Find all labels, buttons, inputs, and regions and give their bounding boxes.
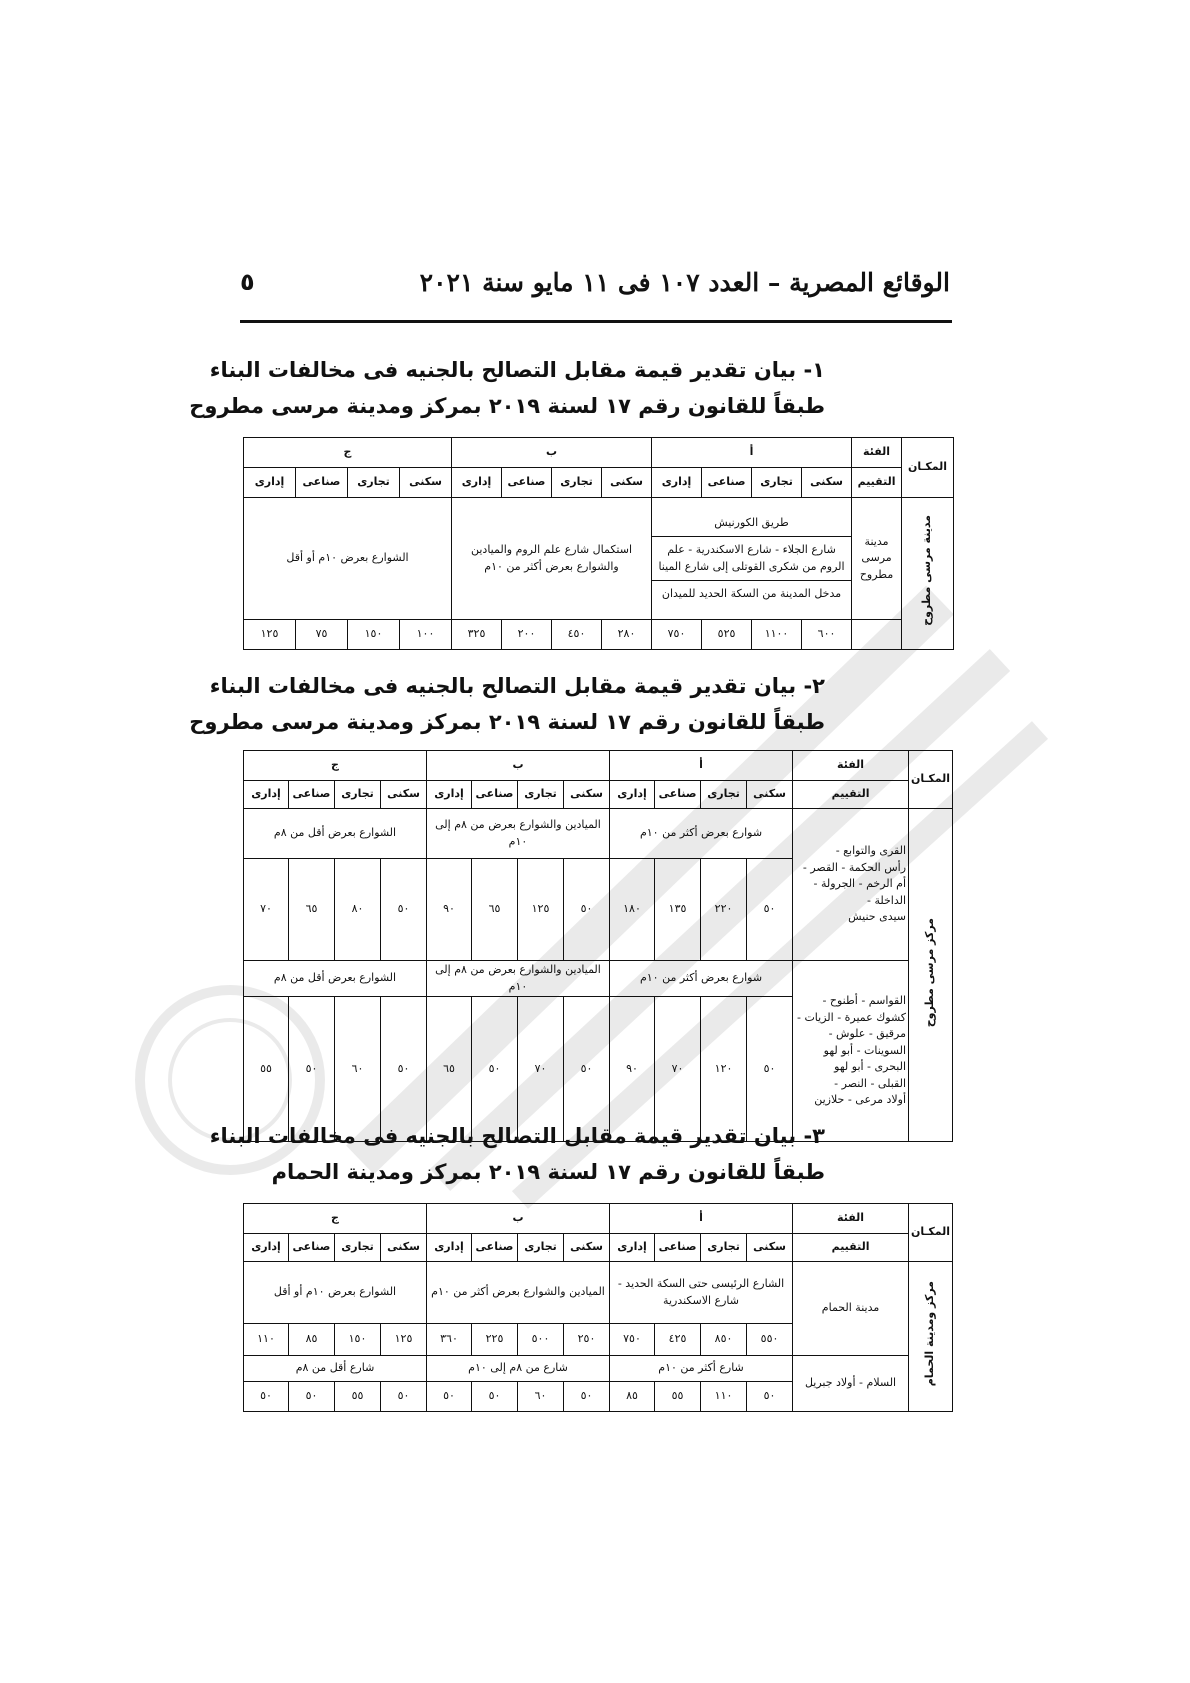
category-header: الفئة — [852, 438, 902, 468]
value-cell: ٨٠ — [335, 859, 381, 961]
use-industrial: صناعى — [655, 1234, 701, 1262]
use-commercial: تجارى — [518, 781, 564, 809]
evaluation-header: التقييم — [852, 468, 902, 498]
value-cell: ١٠٠ — [400, 620, 452, 650]
value-cell: ٢٢٠ — [701, 859, 747, 961]
use-residential: سكنى — [602, 468, 652, 498]
group-b-header: ب — [427, 1204, 610, 1234]
place-header: المكـان — [902, 438, 954, 498]
evaluation-header: التقييم — [793, 1234, 909, 1262]
value-cell: ٥٥ — [244, 997, 289, 1142]
value-cell: ٤٥٠ — [552, 620, 602, 650]
use-industrial: صناعى — [702, 468, 752, 498]
value-cell: ٥٠ — [289, 997, 335, 1142]
group-a-header: أ — [652, 438, 852, 468]
value-cell: ٧٥٠ — [652, 620, 702, 650]
value-cell: ٨٥ — [610, 1382, 655, 1412]
value-cell: ٧٥ — [296, 620, 348, 650]
evaluation-header: التقييم — [793, 781, 909, 809]
section2-row1-c-desc: الشوارع بعرض أقل من ٨م — [244, 809, 427, 859]
section3-row2-c-desc: شارع أقل من ٨م — [244, 1356, 427, 1382]
use-commercial: تجارى — [518, 1234, 564, 1262]
use-industrial: صناعى — [296, 468, 348, 498]
section2-row1-a-desc: شوارع بعرض أكثر من ١٠م — [610, 809, 793, 859]
section3-row2-b-desc: شارع من ٨م إلى ١٠م — [427, 1356, 610, 1382]
value-cell: ٥٠ — [747, 859, 793, 961]
area-line: مرقيق - علوش - — [828, 1027, 907, 1041]
section3-title-line1: ٣- بيان تقدير قيمة مقابل التصالح بالجنيه فى مخالفات البناء — [209, 1124, 825, 1148]
section3-row1-area: مدينة الحمام — [793, 1262, 909, 1356]
section3-row2-area: السلام - أولاد جبريل — [793, 1356, 909, 1412]
empty-cell — [852, 620, 902, 650]
section1-title-line2: طبقاً للقانون رقم ١٧ لسنة ٢٠١٩ بمركز ومدينة مرسى مطروح — [189, 394, 825, 418]
value-cell: ٧٠ — [518, 997, 564, 1142]
use-industrial: صناعى — [655, 781, 701, 809]
use-administrative: إدارى — [610, 1234, 655, 1262]
value-cell: ١٢٥ — [518, 859, 564, 961]
group-a-header: أ — [610, 751, 793, 781]
value-cell: ١٢٥ — [244, 620, 296, 650]
value-cell: ٥٠ — [427, 1382, 472, 1412]
section2-place: مركز مرسى مطروح — [909, 809, 953, 1142]
section1-title-line1: ١- بيان تقدير قيمة مقابل التصالح بالجنيه فى مخالفات البناء — [209, 358, 825, 382]
section1-b-desc: استكمال شارع علم الروم والميادين والشوارع بعرض أكثر من ١٠م — [452, 498, 652, 620]
section2-row2-areas — [793, 961, 909, 1142]
use-commercial: تجارى — [752, 468, 802, 498]
use-residential: سكنى — [747, 781, 793, 809]
section2-row1-areas — [793, 809, 909, 961]
value-cell: ٨٥٠ — [701, 1324, 747, 1356]
value-cell: ٤٢٥ — [655, 1324, 701, 1356]
section3-place: مركز ومدينة الحمام — [909, 1262, 953, 1412]
area-line: سيدى حنيش — [848, 910, 907, 924]
value-cell: ٥٠ — [472, 1382, 518, 1412]
area-line: الداخلة - — [866, 893, 907, 907]
value-cell: ٣٢٥ — [452, 620, 502, 650]
use-commercial: تجارى — [701, 781, 747, 809]
value-cell: ٩٠ — [610, 997, 655, 1142]
area-line: رأس الحكمة - القصر - — [802, 860, 907, 874]
section2-row2-b-desc: الميادين والشوارع بعرض من ٨م إلى ١٠م — [427, 961, 610, 997]
value-cell: ٢٨٠ — [602, 620, 652, 650]
a-desc-line2: شارع الجلاء - شارع الاسكندرية - علم الروم من شكرى القوتلى إلى شارع المينا — [652, 537, 851, 581]
value-cell: ٥٠٠ — [518, 1324, 564, 1356]
group-b-header: ب — [427, 751, 610, 781]
group-c-header: ج — [244, 438, 452, 468]
value-cell: ١١٠ — [701, 1382, 747, 1412]
value-cell: ٥٠ — [472, 997, 518, 1142]
a-desc-line3: مدخل المدينة من السكة الحديد للميدان — [661, 587, 842, 600]
group-c-header: ج — [244, 751, 427, 781]
section2-row2-c-desc: الشوارع بعرض أقل من ٨م — [244, 961, 427, 997]
use-residential: سكنى — [802, 468, 852, 498]
use-administrative: إدارى — [652, 468, 702, 498]
section1-a-desc — [652, 498, 852, 620]
section2-title-line2: طبقاً للقانون رقم ١٧ لسنة ٢٠١٩ بمركز ومدينة مرسى مطروح — [189, 710, 825, 734]
group-c-header: ج — [244, 1204, 427, 1234]
use-administrative: إدارى — [610, 781, 655, 809]
area-line: القبلى - النصر - — [834, 1076, 907, 1090]
value-cell: ١٢٥ — [381, 1324, 427, 1356]
use-commercial: تجارى — [335, 781, 381, 809]
page-header — [240, 268, 950, 316]
section3-row1-a-desc: الشارع الرئيسى حتى السكة الحديد - شارع الاسكندرية — [610, 1262, 793, 1324]
category-header: الفئة — [793, 751, 909, 781]
section3-title-line2: طبقاً للقانون رقم ١٧ لسنة ٢٠١٩ بمركز ومدينة الحمام — [271, 1160, 825, 1184]
section2-title-line1: ٢- بيان تقدير قيمة مقابل التصالح بالجنيه فى مخالفات البناء — [209, 674, 825, 698]
section2-row1-b-desc: الميادين والشوارع بعرض من ٨م إلى ١٠م — [427, 809, 610, 859]
use-residential: سكنى — [564, 781, 610, 809]
value-cell: ١٢٠ — [701, 997, 747, 1142]
value-cell: ١١٠٠ — [752, 620, 802, 650]
section3-row2-a-desc: شارع أكثر من ١٠م — [610, 1356, 793, 1382]
value-cell: ٦٠٠ — [802, 620, 852, 650]
use-residential: سكنى — [747, 1234, 793, 1262]
value-cell: ٧٠ — [655, 997, 701, 1142]
value-cell: ٢٥٠ — [564, 1324, 610, 1356]
area-line: أم الرخم - الجرولة - — [813, 877, 907, 891]
value-cell: ١٥٠ — [348, 620, 400, 650]
value-cell: ٥٥٠ — [747, 1324, 793, 1356]
use-commercial: تجارى — [552, 468, 602, 498]
value-cell: ٥٠ — [564, 997, 610, 1142]
value-cell: ٨٥ — [289, 1324, 335, 1356]
value-cell: ٥٥ — [335, 1382, 381, 1412]
section3-row1-b-desc: الميادين والشوارع بعرض أكثر من ١٠م — [427, 1262, 610, 1324]
use-commercial: تجارى — [348, 468, 400, 498]
value-cell: ٥٢٥ — [702, 620, 752, 650]
value-cell: ٥٠ — [564, 859, 610, 961]
use-administrative: إدارى — [244, 781, 289, 809]
place-header: المكـان — [909, 751, 953, 809]
group-b-header: ب — [452, 438, 652, 468]
value-cell: ٥٠ — [747, 1382, 793, 1412]
use-residential: سكنى — [564, 1234, 610, 1262]
value-cell: ٥٠ — [289, 1382, 335, 1412]
value-cell: ٥٠ — [381, 1382, 427, 1412]
page-number: ٥ — [240, 268, 255, 296]
area-line: السوينات - أبو لهو — [823, 1043, 907, 1057]
use-residential: سكنى — [381, 1234, 427, 1262]
section2-row2-a-desc: شوارع بعرض أكثر من ١٠م — [610, 961, 793, 997]
section2-table — [243, 750, 953, 1142]
value-cell: ٦٥ — [427, 997, 472, 1142]
value-cell: ٥٠ — [381, 859, 427, 961]
use-residential: سكنى — [400, 468, 452, 498]
area-line: القرى والتوابع - — [835, 844, 907, 858]
value-cell: ١٨٠ — [610, 859, 655, 961]
value-cell: ٩٠ — [427, 859, 472, 961]
use-industrial: صناعى — [502, 468, 552, 498]
value-cell: ٥٠ — [244, 1382, 289, 1412]
area-line: كشوك عميرة - الزيات - — [796, 1010, 907, 1024]
use-administrative: إدارى — [452, 468, 502, 498]
category-header: الفئة — [793, 1204, 909, 1234]
use-industrial: صناعى — [289, 781, 335, 809]
value-cell: ٦٥ — [472, 859, 518, 961]
section1-area: مدينة مرسى مطروح — [852, 498, 902, 620]
section3-row1-c-desc: الشوارع بعرض ١٠م أو أقل — [244, 1262, 427, 1324]
value-cell: ٧٠ — [244, 859, 289, 961]
use-administrative: إدارى — [427, 781, 472, 809]
value-cell: ٥٠ — [381, 997, 427, 1142]
place-header: المكـان — [909, 1204, 953, 1262]
value-cell: ٦٠ — [518, 1382, 564, 1412]
value-cell: ٢٠٠ — [502, 620, 552, 650]
header-divider — [240, 320, 952, 323]
value-cell: ٧٥٠ — [610, 1324, 655, 1356]
section1-table — [243, 437, 954, 650]
use-administrative: إدارى — [427, 1234, 472, 1262]
use-administrative: إدارى — [244, 1234, 289, 1262]
value-cell: ٦٥ — [289, 859, 335, 961]
use-commercial: تجارى — [335, 1234, 381, 1262]
section3-table — [243, 1203, 953, 1412]
use-industrial: صناعى — [472, 1234, 518, 1262]
value-cell: ٥٠ — [564, 1382, 610, 1412]
value-cell: ١٥٠ — [335, 1324, 381, 1356]
value-cell: ٣٦٠ — [427, 1324, 472, 1356]
value-cell: ٦٠ — [335, 997, 381, 1142]
value-cell: ٥٠ — [747, 997, 793, 1142]
use-administrative: إدارى — [244, 468, 296, 498]
area-line: أولاد مرعى - حلازين — [814, 1093, 907, 1107]
section1-c-desc: الشوارع بعرض ١٠م أو أقل — [244, 498, 452, 620]
group-a-header: أ — [610, 1204, 793, 1234]
use-industrial: صناعى — [289, 1234, 335, 1262]
area-line: القواسم - أطنوح - — [822, 994, 907, 1008]
gazette-title: الوقائع المصرية – العدد ١٠٧ فى ١١ مايو سنة ٢٠٢١ — [419, 268, 950, 297]
section1-place: مدينة مرسى مطروح — [902, 498, 954, 650]
value-cell: ٥٥ — [655, 1382, 701, 1412]
value-cell: ١١٠ — [244, 1324, 289, 1356]
use-residential: سكنى — [381, 781, 427, 809]
a-desc-line1: طريق الكورنيش — [652, 510, 851, 538]
value-cell: ٢٢٥ — [472, 1324, 518, 1356]
use-commercial: تجارى — [701, 1234, 747, 1262]
area-line: البحرى - أبو لهو — [834, 1060, 907, 1074]
use-industrial: صناعى — [472, 781, 518, 809]
value-cell: ١٣٥ — [655, 859, 701, 961]
